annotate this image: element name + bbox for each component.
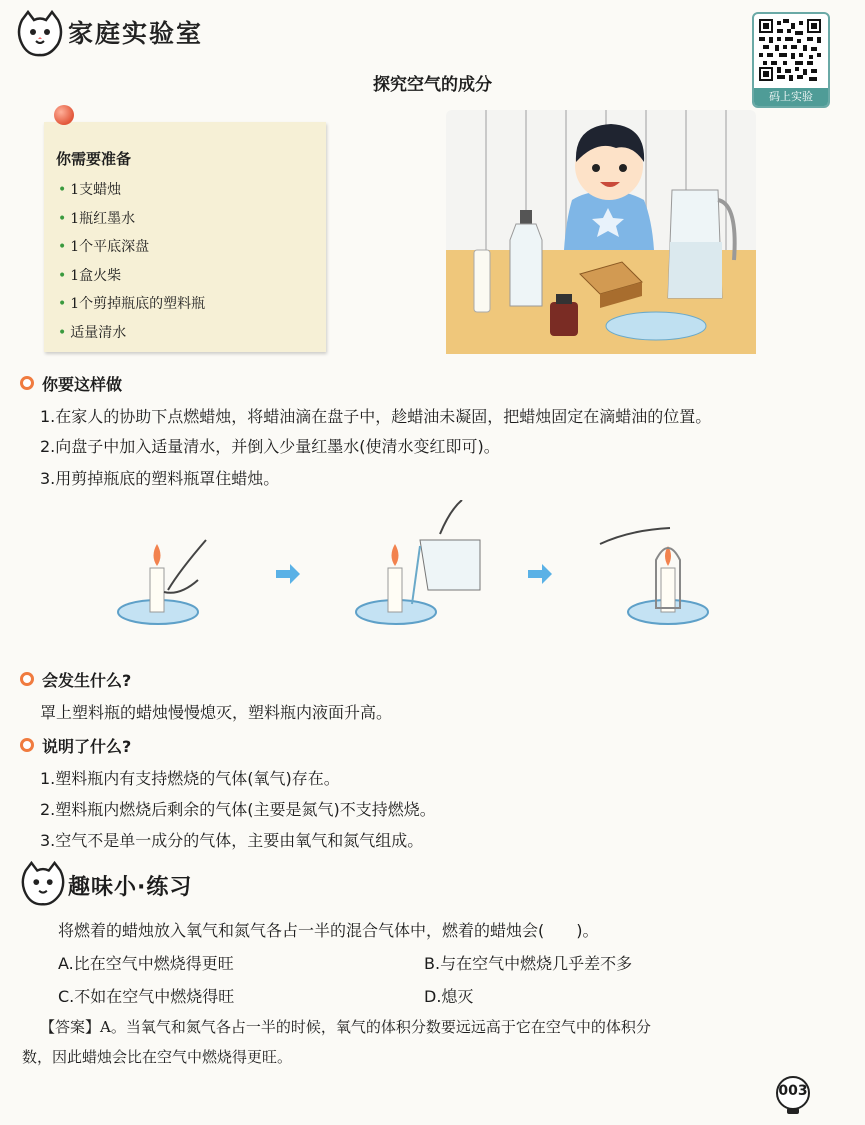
list-item: • 1瓶红墨水 bbox=[58, 205, 205, 234]
cat-mascot-icon bbox=[18, 860, 68, 908]
option-d: D.熄灭 bbox=[424, 987, 474, 1006]
explanation-line: 2.塑料瓶内燃烧后剩余的气体(主要是氮气)不支持燃烧。 bbox=[40, 800, 436, 819]
boy-with-materials-illustration bbox=[446, 110, 756, 354]
list-item: • 适量清水 bbox=[58, 319, 205, 348]
materials-heading: 你需要准备 bbox=[56, 150, 132, 168]
result-text: 罩上塑料瓶的蜡烛慢慢熄灭，塑料瓶内液面升高。 bbox=[40, 703, 393, 722]
step2-drawing bbox=[356, 500, 480, 624]
option-b: B.与在空气中燃烧几乎差不多 bbox=[424, 954, 633, 973]
how-to-heading: 你要这样做 bbox=[42, 375, 123, 394]
pushpin-icon bbox=[54, 105, 74, 125]
answer-line: 数，因此蜡烛会比在空气中燃烧得更旺。 bbox=[22, 1048, 293, 1066]
materials-list bbox=[58, 176, 205, 347]
step-line: 1.在家人的协助下点燃蜡烛，将蜡油滴在盘子中，趁蜡油未凝固，把蜡烛固定在滴蜡油的位置。 bbox=[40, 407, 712, 426]
step3-drawing bbox=[600, 528, 708, 624]
answer-line: 【答案】A。当氧气和氮气各占一半的时候，氧气的体积分数要远远高于它在空气中的体积分 bbox=[40, 1018, 651, 1036]
steps-illustration bbox=[110, 500, 730, 640]
explanation-line: 3.空气不是单一成分的气体，主要由氧气和氮气组成。 bbox=[40, 831, 424, 850]
exercise-title: 趣味小·练习 bbox=[68, 875, 193, 900]
what-happens-heading: 会发生什么? bbox=[42, 671, 132, 690]
list-item: • 1个平底深盘 bbox=[58, 233, 205, 262]
list-item: • 1支蜡烛 bbox=[58, 176, 205, 205]
experiment-title: 探究空气的成分 bbox=[373, 75, 492, 95]
section-marker-icon bbox=[20, 376, 34, 390]
explanation-heading: 说明了什么? bbox=[42, 737, 132, 756]
materials-note bbox=[44, 122, 326, 352]
page-number bbox=[772, 1074, 814, 1116]
step-line: 2.向盘子中加入适量清水，并倒入少量红墨水(使清水变红即可)。 bbox=[40, 437, 500, 456]
list-item: • 1盒火柴 bbox=[58, 262, 205, 291]
step1-drawing bbox=[118, 540, 206, 624]
cat-mascot-icon bbox=[14, 10, 66, 58]
qr-label: 码上实验 bbox=[754, 88, 828, 106]
explanation-line: 1.塑料瓶内有支持燃烧的气体(氧气)存在。 bbox=[40, 769, 340, 788]
page-number-text: 003 bbox=[778, 1083, 808, 1099]
section-marker-icon bbox=[20, 738, 34, 752]
list-item: • 1个剪掉瓶底的塑料瓶 bbox=[58, 290, 205, 319]
option-c: C.不如在空气中燃烧得旺 bbox=[58, 987, 235, 1006]
section-title: 家庭实验室 bbox=[68, 19, 204, 48]
step-line: 3.用剪掉瓶底的塑料瓶罩住蜡烛。 bbox=[40, 469, 280, 488]
exercise-question: 将燃着的蜡烛放入氧气和氮气各占一半的混合气体中，燃着的蜡烛会( )。 bbox=[58, 921, 599, 940]
option-a: A.比在空气中燃烧得更旺 bbox=[58, 954, 234, 973]
section-marker-icon bbox=[20, 672, 34, 686]
